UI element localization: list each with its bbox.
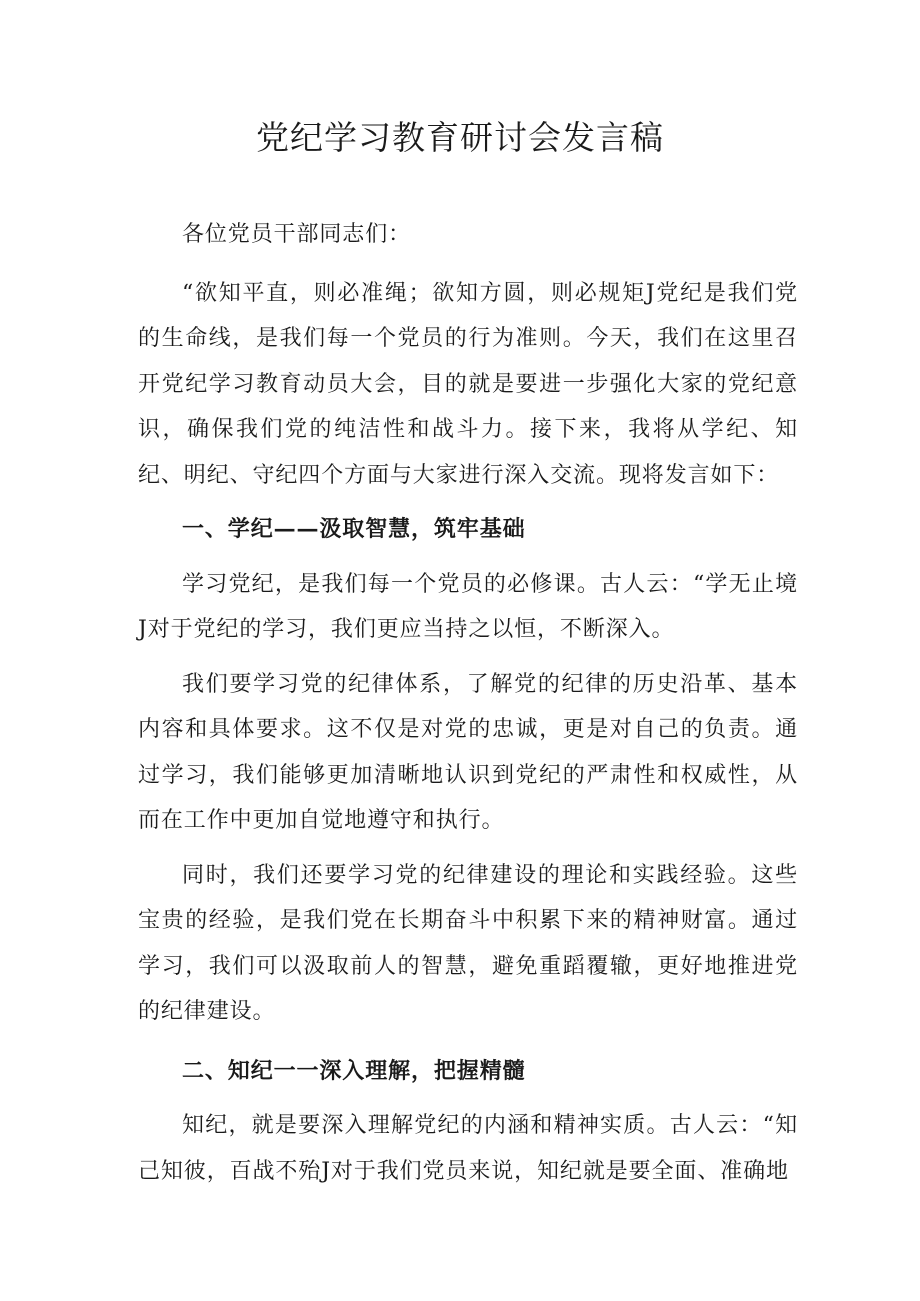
section1-paragraph-2: 我们要学习党的纪律体系，了解党的纪律的历史沿革、基本内容和具体要求。这不仅是对党的忠诚，更是对自己的负责。通过学习，我们能够更加清晰地认识到党纪的严肃性和权威性，从而在工作中更加自觉地遵守和执行。 xyxy=(138,671,798,833)
section1-paragraph-1: 学习党纪，是我们每一个党员的必修课。古人云：“学无止境J对于党纪的学习，我们更应当持之以恒，不断深入。 xyxy=(138,571,798,642)
document-title: 党纪学习教育研讨会发言稿 xyxy=(256,118,664,157)
section-heading-2: 二、知纪一一深入理解，把握精髓 xyxy=(182,1057,526,1084)
greeting-line: 各位党员干部同志们： xyxy=(182,222,412,247)
section-heading-1: 一、学纪——汲取智慧，筑牢基础 xyxy=(182,516,526,542)
section2-paragraph-1: 知纪，就是要深入理解党纪的内涵和精神实质。古人云：“知己知彼，百战不殆J对于我们党员来说，知纪就是要全面、准确地 xyxy=(138,1113,798,1184)
document-body xyxy=(138,212,798,1203)
intro-paragraph: “欲知平直，则必准绳；欲知方圆，则必规矩J党纪是我们党的生命线，是我们每一个党员的行为准则。今天，我们在这里召开党纪学习教育动员大会，目的就是要进一步强化大家的党纪意识，确保我们党的纯洁性和战斗力。接下来，我将从学纪、知纪、明纪、守纪四个方面与大家进行深入交流。现将发言如下： xyxy=(138,280,798,488)
section1-paragraph-3: 同时，我们还要学习党的纪律建设的理论和实践经验。这些宝贵的经验，是我们党在长期奋斗中积累下来的精神财富。通过学习，我们可以汲取前人的智慧，避免重蹈覆辙，更好地推进党的纪律建设。 xyxy=(138,862,798,1024)
